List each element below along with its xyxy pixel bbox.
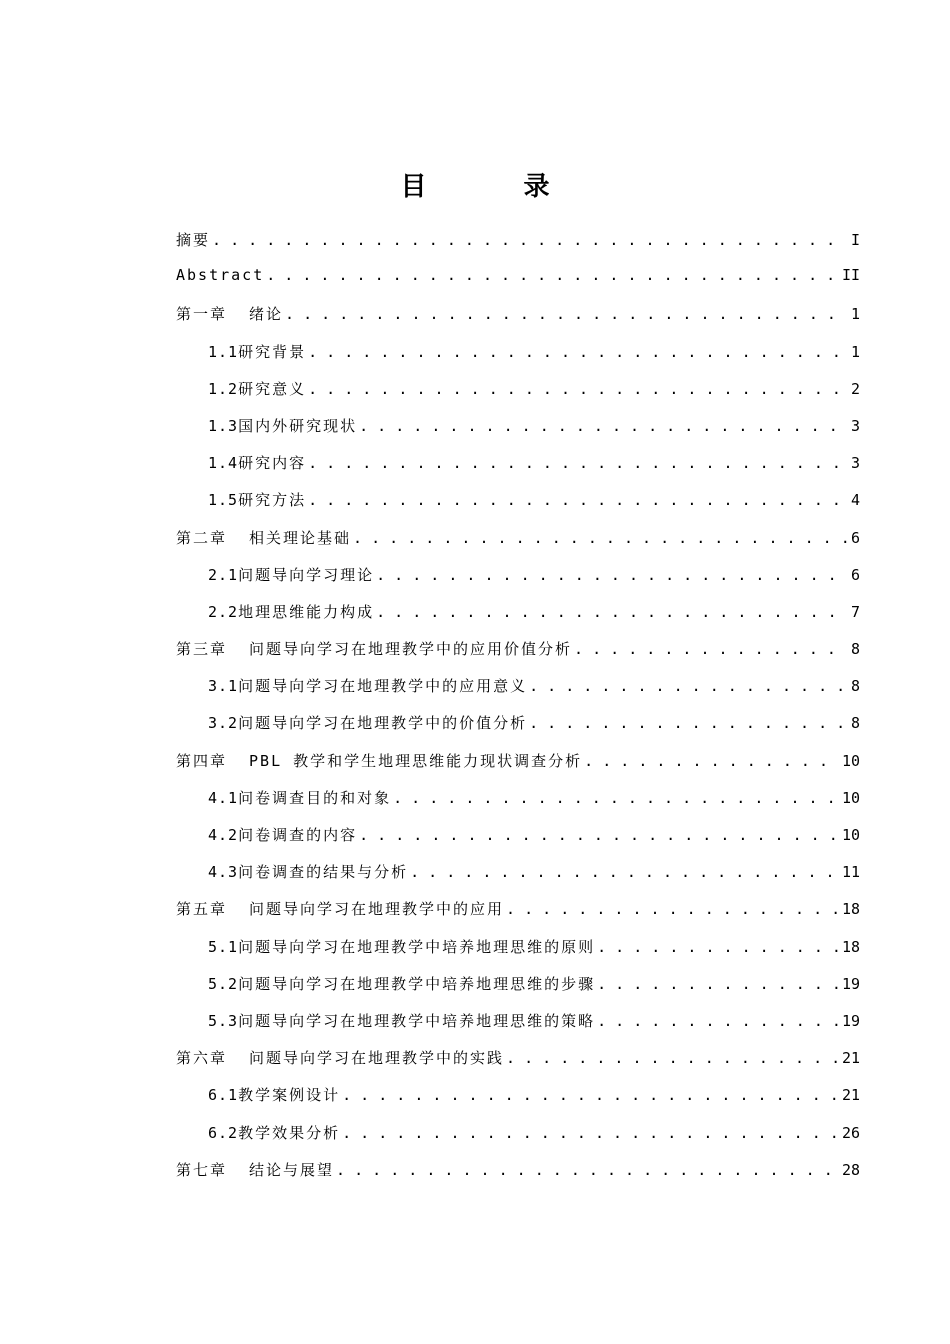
toc-section-entry[interactable]	[176, 712, 860, 749]
toc-page-number: 8	[850, 677, 860, 696]
toc-entry-number: 4.2	[208, 826, 239, 844]
toc-page-number: 8	[850, 640, 860, 659]
toc-dot-leader	[393, 789, 838, 807]
toc-section-entry[interactable]	[176, 601, 860, 638]
toc-chapter-entry[interactable]	[176, 527, 860, 564]
toc-dot-leader	[342, 1124, 838, 1142]
toc-chapter-entry[interactable]	[176, 750, 860, 787]
toc-entry-number: 2.1	[208, 565, 239, 584]
toc-entry-text: 地理思维能力构成	[238, 602, 375, 621]
toc-entry-text: 研究背景	[238, 342, 307, 361]
toc-entry-number: 2.2	[208, 602, 239, 621]
toc-entry-text: 研究意义	[238, 379, 307, 398]
toc-dot-leader	[308, 380, 847, 398]
toc-entry-text: 问题导向学习在地理教学中的应用价值分析	[249, 640, 573, 659]
toc-entry-label	[208, 415, 357, 436]
toc-entry-text: 结论与展望	[249, 1160, 335, 1179]
toc-list	[176, 229, 860, 1196]
toc-entry-text: 教学效果分析	[238, 1123, 341, 1142]
toc-entry-text: 问题导向学习理论	[238, 565, 375, 584]
toc-dot-leader	[308, 343, 847, 361]
toc-entry-number: 第七章	[176, 1160, 228, 1179]
toc-chapter-entry[interactable]	[176, 898, 860, 935]
toc-entry-label	[208, 936, 595, 957]
toc-entry-number: 4.3	[208, 863, 239, 882]
toc-entry-number: 1.4	[208, 454, 239, 473]
toc-page-number: 28	[841, 1160, 860, 1179]
toc-section-entry[interactable]	[176, 1084, 860, 1121]
toc-entry-label	[208, 452, 306, 473]
toc-entry-number: 3.1	[208, 677, 239, 696]
toc-entry-label	[208, 1122, 340, 1143]
toc-chapter-entry[interactable]	[176, 1159, 860, 1196]
toc-entry-label	[208, 712, 527, 733]
toc-page-number: 19	[841, 974, 860, 993]
toc-entry-label	[208, 1010, 595, 1031]
toc-dot-leader	[359, 826, 838, 844]
toc-dot-leader	[353, 529, 847, 547]
toc-chapter-entry[interactable]	[176, 1047, 860, 1084]
toc-entry-number: 5.3	[208, 1011, 239, 1030]
toc-entry-label	[176, 1159, 334, 1180]
toc-dot-leader	[336, 1161, 838, 1179]
toc-entry-number: 1.1	[208, 342, 239, 361]
toc-entry-number: 6.1	[208, 1086, 239, 1105]
toc-dot-leader	[308, 454, 847, 472]
toc-entry-number: 3.2	[208, 714, 239, 733]
toc-section-entry[interactable]	[176, 861, 860, 898]
toc-dot-leader	[359, 417, 847, 435]
toc-entry-text: 教学案例设计	[238, 1086, 341, 1105]
toc-entry-label	[176, 266, 264, 284]
toc-dot-leader	[584, 752, 838, 770]
toc-entry-text: 问题导向学习在地理教学中的应用意义	[238, 677, 528, 696]
toc-entry-label	[208, 489, 306, 510]
toc-entry-text: PBL 教学和学生地理思维能力现状调查分析	[249, 751, 583, 770]
toc-dot-leader	[342, 1086, 838, 1104]
toc-section-entry[interactable]	[176, 936, 860, 973]
toc-entry-number: 1.2	[208, 379, 239, 398]
toc-entry-label	[208, 973, 595, 994]
toc-page-number: 1	[850, 342, 860, 361]
toc-dot-leader	[529, 677, 847, 695]
toc-page-number: 6	[850, 528, 860, 547]
toc-entry-text: 研究内容	[238, 454, 307, 473]
toc-entry-number: 6.2	[208, 1123, 239, 1142]
toc-section-entry[interactable]	[176, 341, 860, 378]
toc-entry-number: 第三章	[176, 640, 228, 659]
toc-section-entry[interactable]	[176, 452, 860, 489]
toc-page-number: 18	[841, 900, 860, 919]
toc-section-entry[interactable]	[176, 824, 860, 861]
toc-dot-leader	[410, 863, 838, 881]
toc-page-number: 21	[841, 1086, 860, 1105]
toc-entry-label	[208, 1084, 340, 1105]
toc-entry-label	[208, 675, 527, 696]
toc-entry-number: 第一章	[176, 305, 228, 324]
toc-page-number: 10	[841, 826, 860, 844]
toc-entry-text: 问题导向学习在地理教学中培养地理思维的策略	[238, 1011, 596, 1030]
toc-entry-text: 问卷调查的结果与分析	[238, 863, 409, 882]
toc-entry-text: 问卷调查目的和对象	[238, 788, 392, 807]
toc-entry-label	[176, 229, 210, 250]
toc-page-number: 10	[841, 788, 860, 807]
toc-entry-text: Abstract	[176, 266, 265, 285]
toc-page-number: I	[850, 231, 860, 249]
toc-page-number: 7	[850, 602, 860, 621]
toc-entry-text: 摘要	[176, 231, 211, 249]
toc-section-entry[interactable]	[176, 787, 860, 824]
toc-title: 目 录	[400, 172, 594, 202]
toc-chapter-entry[interactable]	[176, 303, 860, 340]
toc-entry-text: 相关理论基础	[249, 528, 352, 547]
toc-section-entry[interactable]	[176, 973, 860, 1010]
toc-entry-label	[208, 564, 374, 585]
toc-page-number: 4	[850, 491, 860, 510]
toc-entry-label	[176, 303, 283, 324]
toc-entry-text: 绪论	[249, 305, 284, 324]
toc-entry-text: 国内外研究现状	[238, 416, 358, 435]
toc-section-entry[interactable]	[176, 415, 860, 452]
toc-chapter-entry[interactable]	[176, 638, 860, 675]
toc-entry-label	[208, 601, 374, 622]
toc-dot-leader	[266, 266, 838, 284]
toc-dot-leader	[506, 1049, 838, 1067]
toc-section-entry[interactable]	[176, 1122, 860, 1159]
toc-page-number: 3	[850, 416, 860, 435]
toc-entry-label	[176, 638, 572, 659]
toc-page-number: 3	[850, 454, 860, 473]
toc-section-entry[interactable]	[176, 564, 860, 601]
toc-entry-text: 问题导向学习在地理教学中的实践	[249, 1049, 505, 1068]
toc-entry-number: 4.1	[208, 788, 239, 807]
toc-chapter-entry[interactable]	[176, 229, 860, 266]
toc-page-number: 18	[841, 937, 860, 956]
toc-dot-leader	[597, 938, 838, 956]
toc-entry-number: 5.2	[208, 974, 239, 993]
toc-entry-label	[208, 861, 408, 882]
toc-page-number: 10	[841, 751, 860, 770]
toc-dot-leader	[506, 900, 838, 918]
toc-dot-leader	[285, 305, 847, 323]
toc-entry-text: 问题导向学习在地理教学中培养地理思维的原则	[238, 937, 596, 956]
toc-section-entry[interactable]	[176, 489, 860, 526]
toc-page-number: 11	[841, 863, 860, 882]
toc-dot-leader	[574, 640, 847, 658]
toc-page-number: 6	[850, 565, 860, 584]
toc-entry-label	[208, 341, 306, 362]
toc-entry-label	[208, 378, 306, 399]
toc-entry-text: 问卷调查的内容	[238, 826, 358, 844]
toc-entry-label	[176, 750, 582, 771]
toc-entry-label	[176, 527, 351, 548]
toc-entry-text: 问题导向学习在地理教学中培养地理思维的步骤	[238, 974, 596, 993]
toc-entry-number: 5.1	[208, 937, 239, 956]
toc-chapter-entry[interactable]	[176, 266, 860, 303]
toc-section-entry[interactable]	[176, 378, 860, 415]
toc-entry-number: 第二章	[176, 528, 228, 547]
toc-entry-number: 1.3	[208, 416, 239, 435]
toc-section-entry[interactable]	[176, 675, 860, 712]
toc-dot-leader	[529, 714, 847, 732]
toc-entry-label	[176, 898, 504, 919]
toc-page-number: 1	[850, 305, 860, 324]
toc-entry-number: 第五章	[176, 900, 228, 919]
toc-entry-text: 问题导向学习在地理教学中的应用	[249, 900, 505, 919]
toc-dot-leader	[376, 603, 847, 621]
toc-page-number: II	[841, 266, 860, 285]
toc-dot-leader	[597, 1012, 838, 1030]
toc-page-number: 19	[841, 1011, 860, 1030]
toc-dot-leader	[212, 231, 847, 249]
toc-page-number: 2	[850, 379, 860, 398]
toc-entry-label	[176, 1047, 504, 1068]
toc-section-entry[interactable]	[176, 1010, 860, 1047]
toc-entry-label	[208, 824, 357, 845]
toc-page-number: 21	[841, 1049, 860, 1068]
toc-entry-label	[208, 787, 391, 808]
toc-dot-leader	[376, 566, 847, 584]
toc-page-number: 8	[850, 714, 860, 733]
toc-entry-number: 第六章	[176, 1049, 228, 1068]
toc-page-number: 26	[841, 1123, 860, 1142]
toc-dot-leader	[308, 491, 847, 509]
toc-entry-text: 问题导向学习在地理教学中的价值分析	[238, 714, 528, 733]
toc-entry-text: 研究方法	[238, 491, 307, 510]
toc-entry-number: 第四章	[176, 751, 228, 770]
toc-entry-number: 1.5	[208, 491, 239, 510]
toc-dot-leader	[597, 975, 838, 993]
